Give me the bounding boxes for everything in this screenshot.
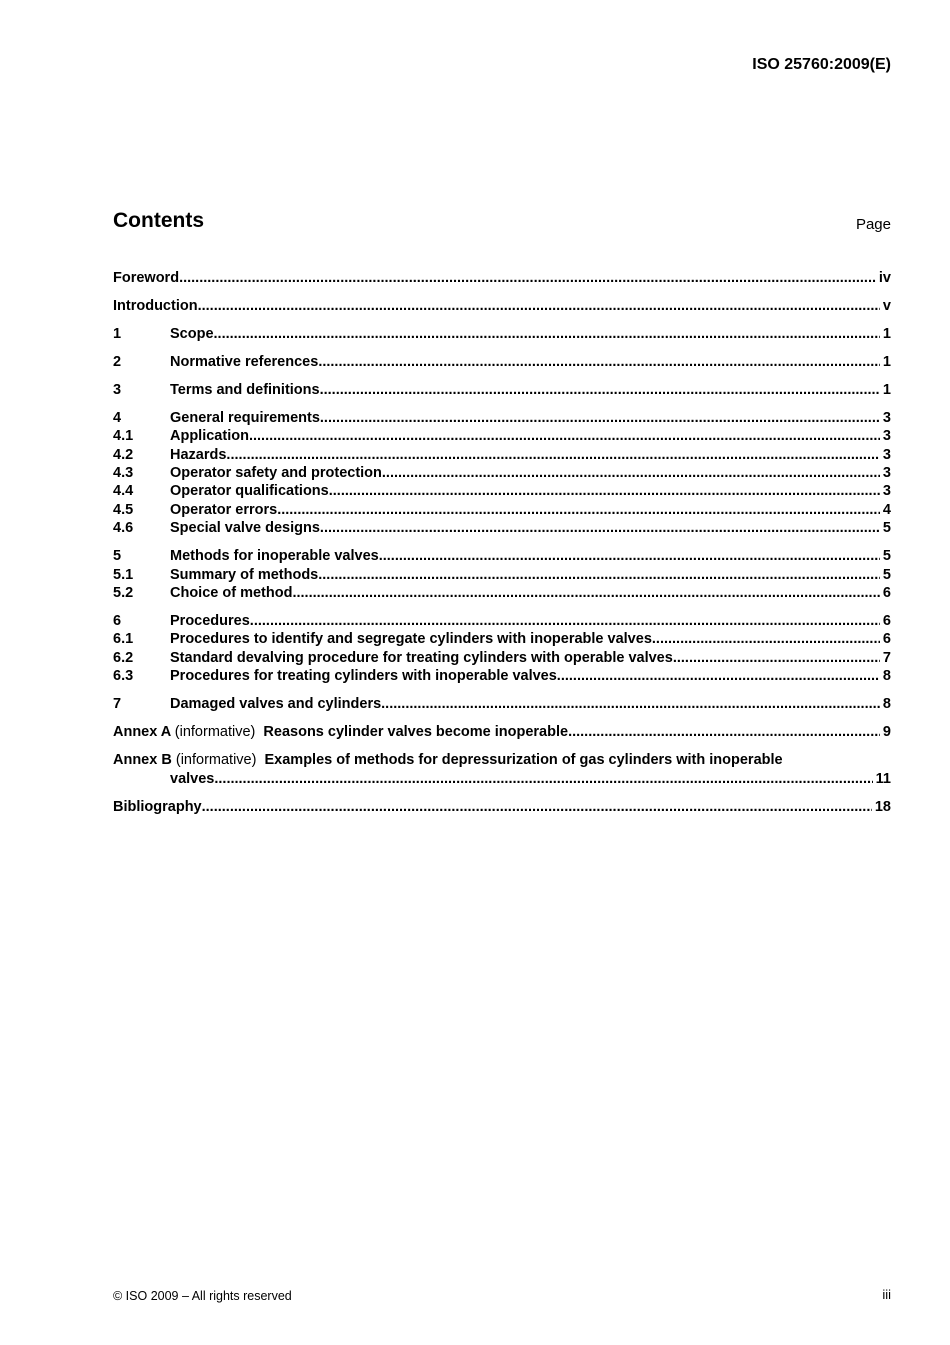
dot-leader — [198, 297, 880, 315]
dot-leader — [557, 667, 880, 685]
toc-entry[interactable] — [113, 695, 891, 713]
dot-leader — [318, 353, 880, 371]
annex-label: Annex A — [113, 724, 171, 741]
toc-entry[interactable] — [113, 612, 891, 630]
toc-entry[interactable] — [113, 464, 891, 482]
toc-title: Methods for inoperable valves — [170, 548, 379, 565]
toc-page: 5 — [882, 566, 891, 583]
toc-title: Bibliography — [113, 798, 202, 815]
toc-title: Special valve designs — [170, 520, 320, 537]
toc-title: Choice of method — [170, 585, 293, 602]
dot-leader — [202, 798, 872, 816]
toc-page: 8 — [882, 696, 891, 713]
page-column-label: Page — [855, 216, 891, 233]
dot-leader — [226, 446, 880, 464]
toc-entry-annex-b-continued[interactable] — [113, 770, 891, 788]
toc-entry[interactable] — [113, 353, 891, 371]
toc-title: Foreword — [113, 270, 180, 286]
toc-title: Normative references — [170, 353, 319, 370]
toc-number: 4.1 — [113, 428, 134, 445]
toc-number: 4.6 — [113, 520, 134, 537]
toc-page: 6 — [882, 585, 891, 602]
dot-leader — [568, 723, 880, 741]
toc-entry[interactable] — [113, 584, 891, 602]
toc-title-continued: valves — [170, 770, 215, 787]
toc-page: 6 — [882, 613, 891, 630]
dot-leader — [277, 501, 880, 519]
toc-number: 2 — [113, 353, 122, 370]
toc-entry-introduction[interactable] — [113, 297, 891, 315]
toc-entry-annex-a[interactable] — [113, 723, 891, 741]
toc-page: 3 — [882, 428, 891, 445]
toc-entry[interactable] — [113, 501, 891, 519]
toc-entry[interactable] — [113, 667, 891, 685]
toc-entry-bibliography[interactable] — [113, 798, 891, 816]
toc-entry[interactable] — [113, 547, 891, 565]
toc-number: 6.2 — [113, 649, 134, 666]
toc-title: Procedures to identify and segregate cylinders with inoperable valves — [170, 631, 652, 648]
annex-title: Examples of methods for depressurization of gas cylinders with inoperable — [264, 752, 783, 769]
toc-entry[interactable] — [113, 381, 891, 399]
toc-page: 8 — [882, 668, 891, 685]
toc-page: 5 — [882, 520, 891, 537]
dot-leader — [179, 269, 876, 287]
toc-title — [113, 723, 568, 741]
toc-number: 4.2 — [113, 446, 134, 463]
toc-page: 3 — [882, 446, 891, 463]
toc-number: 4.3 — [113, 465, 134, 482]
dot-leader — [249, 427, 880, 445]
toc-entry[interactable] — [113, 519, 891, 537]
toc-page: 1 — [882, 353, 891, 370]
toc-title: Hazards — [170, 446, 227, 463]
toc-number: 6.1 — [113, 631, 134, 648]
toc-number: 1 — [113, 325, 122, 342]
toc-page: v — [882, 297, 891, 314]
toc-title: General requirements — [170, 409, 320, 426]
toc-title: Introduction — [113, 297, 198, 314]
toc-number: 4.5 — [113, 501, 134, 518]
dot-leader — [320, 409, 880, 427]
toc-entry[interactable] — [113, 409, 891, 427]
dot-leader — [652, 630, 880, 648]
toc-title: Summary of methods — [170, 566, 319, 583]
dot-leader — [250, 612, 880, 630]
toc-page: iv — [878, 270, 891, 286]
toc-entry[interactable] — [113, 649, 891, 667]
toc-number: 5.2 — [113, 585, 134, 602]
toc-number: 6.3 — [113, 668, 134, 685]
toc-page: 1 — [882, 381, 891, 398]
toc-number: 4 — [113, 409, 122, 426]
toc-entry[interactable] — [113, 325, 891, 343]
toc-title: Operator safety and protection — [170, 465, 382, 482]
toc-page: 7 — [882, 649, 891, 666]
table-of-contents — [113, 269, 891, 816]
annex-type: (informative) — [174, 724, 256, 741]
toc-title: Application — [170, 428, 249, 445]
toc-page: 3 — [882, 409, 891, 426]
dot-leader — [673, 649, 880, 667]
toc-page: 3 — [882, 465, 891, 482]
toc-number: 5.1 — [113, 566, 134, 583]
dot-leader — [292, 584, 879, 602]
annex-type: (informative) — [175, 752, 257, 769]
toc-title: Scope — [170, 325, 214, 342]
toc-number: 3 — [113, 381, 122, 398]
toc-page: 5 — [882, 548, 891, 565]
toc-page: 11 — [875, 770, 891, 787]
dot-leader — [214, 770, 872, 788]
toc-entry[interactable] — [113, 446, 891, 464]
toc-entry-annex-b[interactable] — [113, 751, 891, 769]
dot-leader — [382, 464, 880, 482]
toc-page: 4 — [882, 501, 891, 518]
toc-page: 6 — [882, 631, 891, 648]
toc-entry[interactable] — [113, 566, 891, 584]
annex-label: Annex B — [113, 752, 172, 769]
dot-leader — [379, 547, 880, 565]
toc-title: Standard devalving procedure for treating cylinders with operable valves — [170, 649, 673, 666]
page-number: iii — [882, 1287, 891, 1302]
dot-leader — [329, 482, 880, 500]
toc-page: 18 — [874, 798, 891, 815]
toc-number: 7 — [113, 696, 122, 713]
toc-title: Procedures for treating cylinders with inoperable valves — [170, 668, 557, 685]
page-title: Contents — [113, 209, 204, 232]
toc-page: 3 — [882, 483, 891, 500]
toc-title: Terms and definitions — [170, 381, 320, 398]
toc-entry[interactable] — [113, 630, 891, 648]
dot-leader — [214, 325, 880, 343]
toc-title — [113, 751, 783, 769]
toc-number: 5 — [113, 548, 122, 565]
copyright-notice: © ISO 2009 – All rights reserved — [113, 1289, 292, 1303]
dot-leader — [320, 519, 880, 537]
toc-page: 1 — [882, 325, 891, 342]
document-id: ISO 25760:2009(E) — [752, 56, 891, 73]
dot-leader — [318, 566, 880, 584]
toc-number: 4.4 — [113, 483, 134, 500]
toc-title: Operator errors — [170, 501, 278, 518]
dot-leader — [320, 381, 880, 399]
toc-entry[interactable] — [113, 427, 891, 445]
toc-title: Operator qualifications — [170, 483, 329, 500]
toc-page: 9 — [882, 724, 891, 741]
dot-leader — [381, 695, 880, 713]
toc-entry-foreword[interactable] — [113, 269, 891, 287]
annex-title: Reasons cylinder valves become inoperable — [263, 724, 569, 741]
toc-title: Procedures — [170, 613, 250, 630]
toc-title: Damaged valves and cylinders — [170, 696, 382, 713]
toc-number: 6 — [113, 613, 122, 630]
toc-entry[interactable] — [113, 482, 891, 500]
